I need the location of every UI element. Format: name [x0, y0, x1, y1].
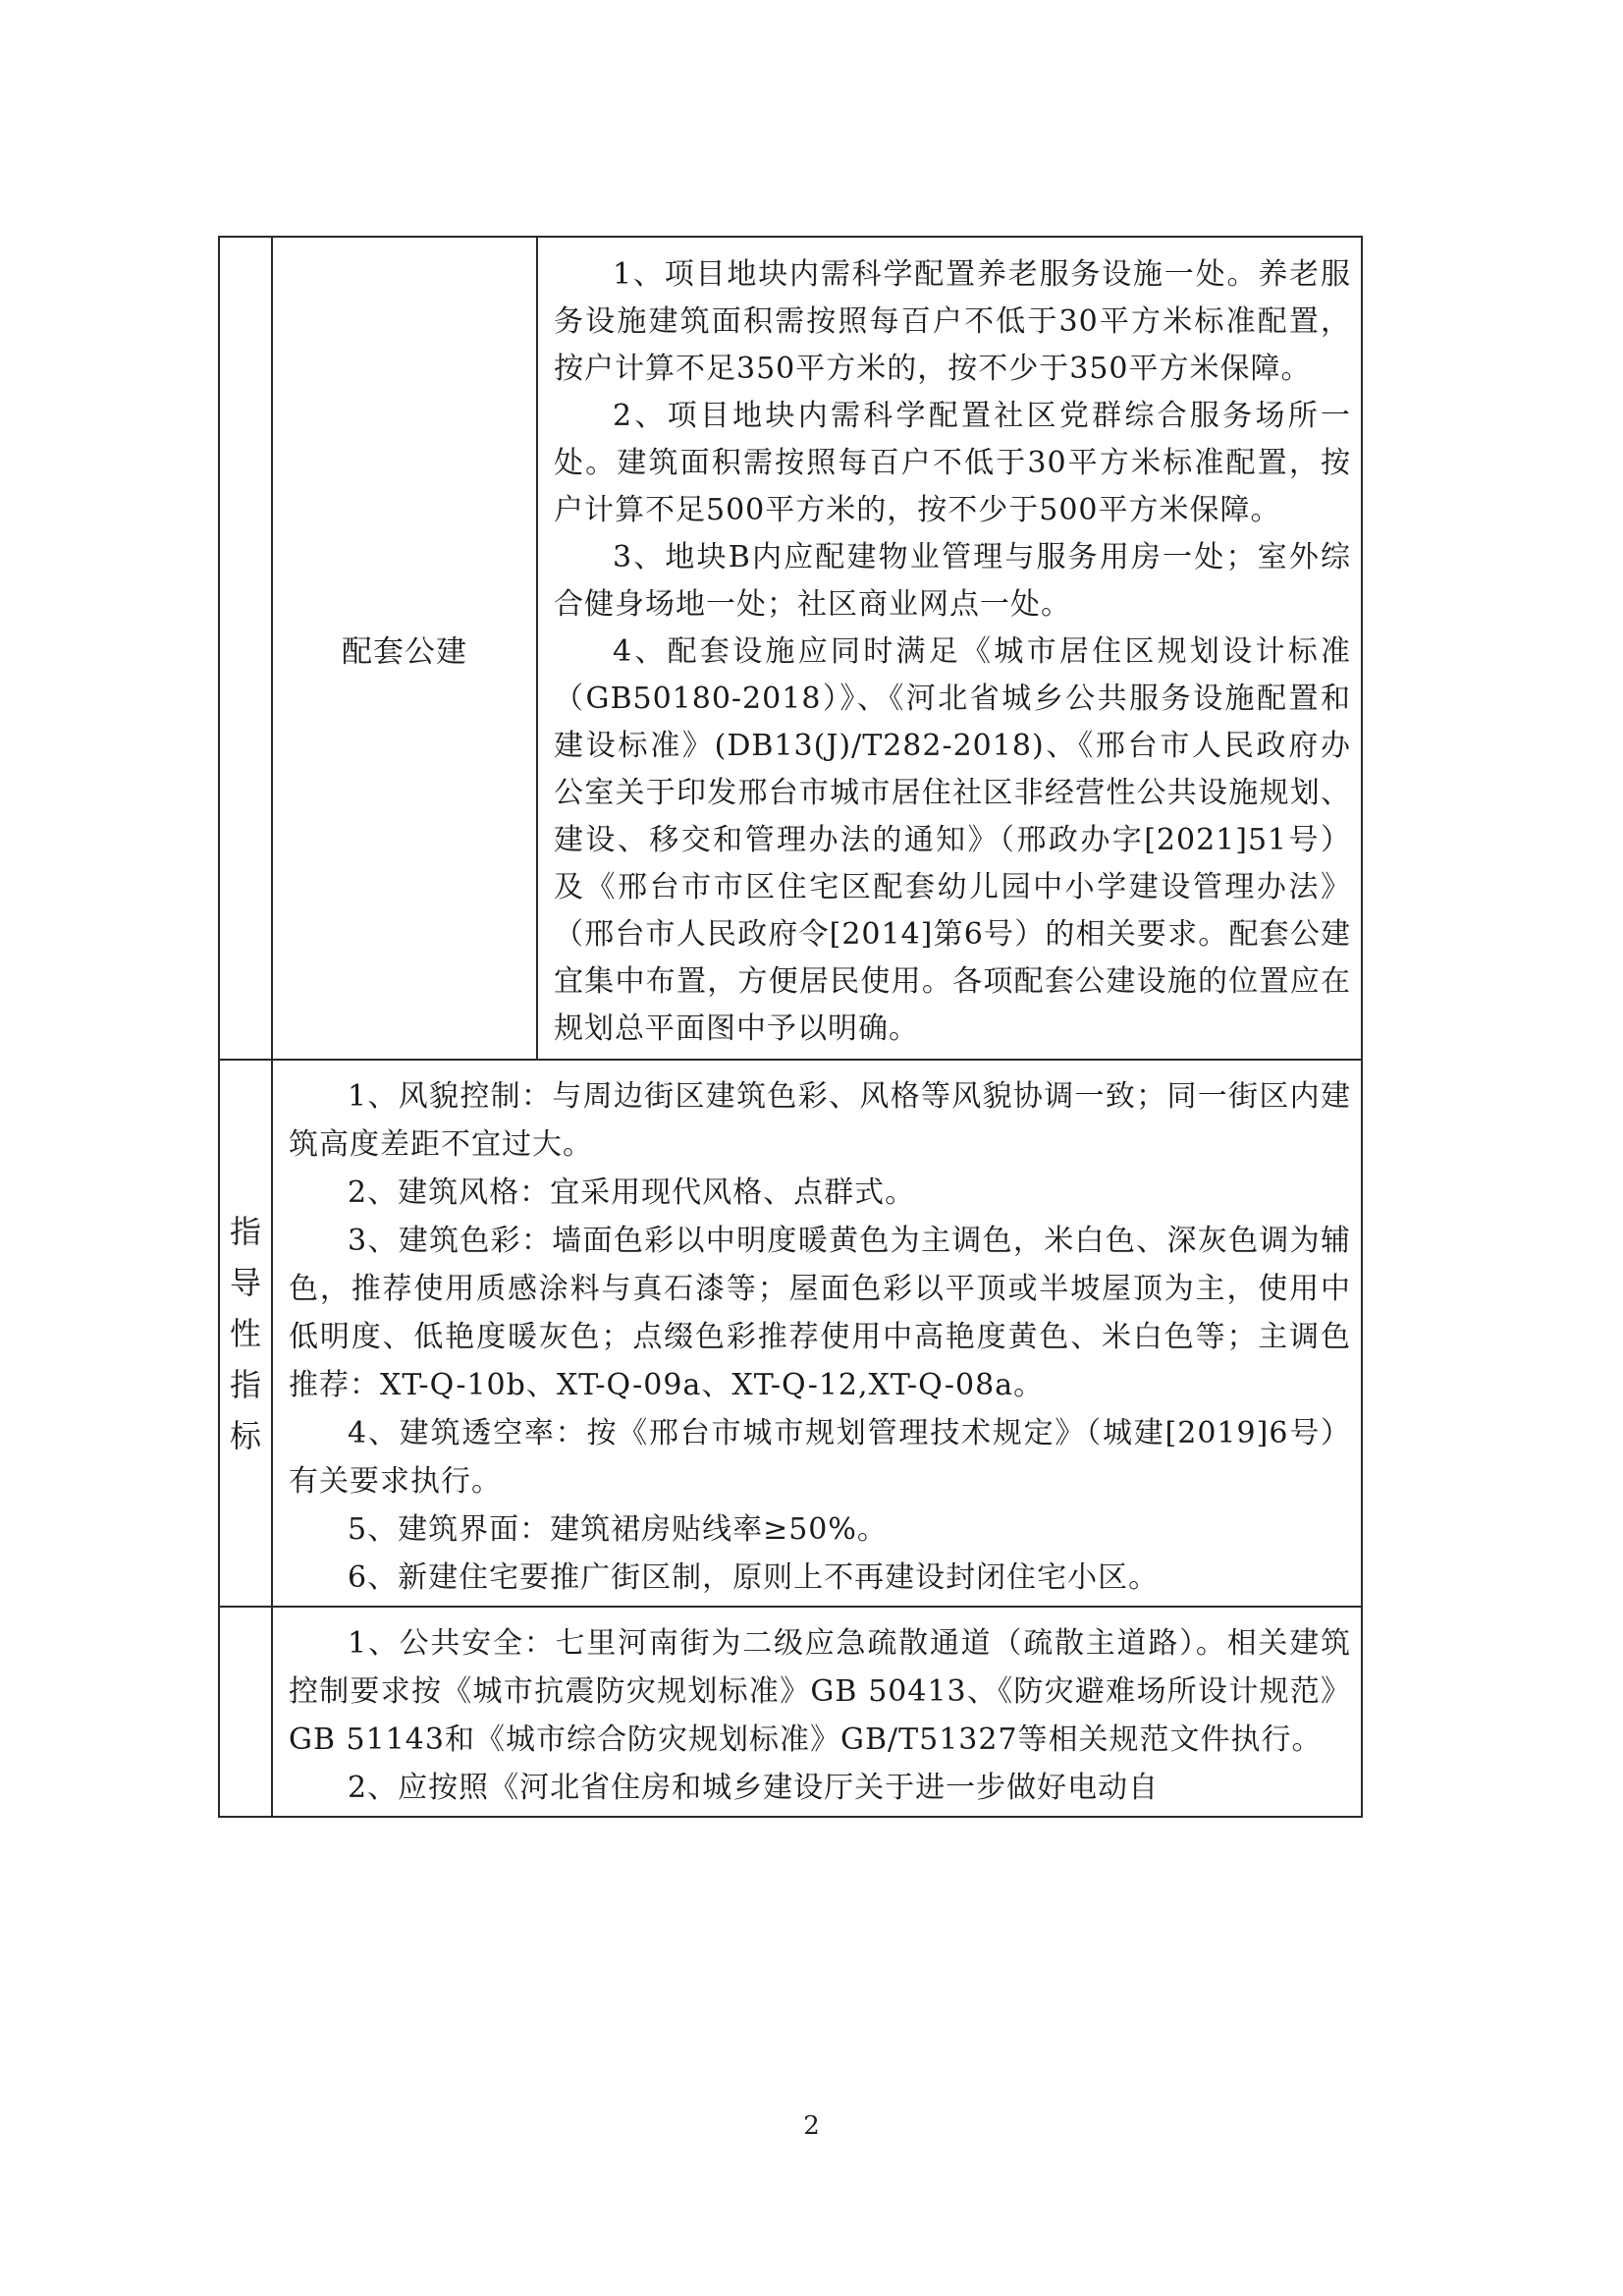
table-row-guidance-indicators: [219, 1060, 1362, 1607]
table-row-other-requirements: [219, 1607, 1362, 1817]
paragraph: 2、建筑风格：宜采用现代风格、点群式。: [348, 1175, 916, 1210]
table-row-supporting-facilities: [219, 237, 1362, 1060]
paragraph: 5、建筑界面：建筑裙房贴线率≥50%。: [348, 1512, 888, 1547]
label-char: 指: [229, 1212, 261, 1250]
label-char: 导: [229, 1263, 261, 1301]
row-label-guidance-indicators: [219, 1060, 272, 1607]
row-content-other-requirements: [272, 1607, 1362, 1817]
blank-category-cell: [219, 237, 272, 1060]
row-label-supporting-facilities: 配套公建: [272, 237, 537, 1060]
label-char: 性: [229, 1314, 261, 1352]
paragraph: 1、项目地块内需科学配置养老服务设施一处。养老服务设施建筑面积需按照每百户不低于30平方米标准配置，按户计算不足350平方米的，按不少于350平方米保障。: [554, 257, 1351, 386]
paragraph: 6、新建住宅要推广街区制，原则上不再建设封闭住宅小区。: [348, 1560, 1160, 1595]
paragraph: 3、地块B内应配建物业管理与服务用房一处；室外综合健身场地一处；社区商业网点一处。: [554, 540, 1351, 622]
blank-category-cell: [219, 1607, 272, 1817]
page-number: 2: [803, 2111, 820, 2141]
row-content-guidance-indicators: [272, 1060, 1362, 1607]
paragraph: 1、风貌控制：与周边街区建筑色彩、风格等风貌协调一致；同一街区内建筑高度差距不宜过大。: [289, 1079, 1351, 1162]
label-char: 指: [229, 1365, 261, 1403]
paragraph: 4、配套设施应同时满足《城市居住区规划设计标准（GB50180-2018）》、《河北省城乡公共服务设施配置和建设标准》(DB13(J)/T282-2018)、《邢台市人民政府办公室关于印发邢台市城市居住社区非经营性公共设施规划、建设、移交和管理办法的通知》（邢政办字[2021]51号）及《邢台市市区住宅区配套幼儿园中小学建设管理办法》（邢台市人民政府令[2014]第6号）的相关要求。配套公建宜集中布置，方便居民使用。各项配套公建设施的位置应在规划总平面图中予以明确。: [554, 634, 1351, 1046]
planning-conditions-table: [218, 236, 1363, 1818]
paragraph: 1、公共安全：七里河南街为二级应急疏散通道（疏散主道路）。相关建筑控制要求按《城市抗震防灾规划标准》GB 50413、《防灾避难场所设计规范》GB 51143和《城市综合防灾规划标准》GB/T51327等相关规范文件执行。: [289, 1626, 1351, 1757]
paragraph: 3、建筑色彩：墙面色彩以中明度暖黄色为主调色，米白色、深灰色调为辅色，推荐使用质感涂料与真石漆等；屋面色彩以平顶或半坡屋顶为主，使用中低明度、低艳度暖灰色；点缀色彩推荐使用中高艳度黄色、米白色等；主调色推荐：XT-Q-10b、XT-Q-09a、XT-Q-12,XT-Q-08a。: [289, 1224, 1351, 1402]
paragraph: 2、应按照《河北省住房和城乡建设厅关于进一步做好电动自: [348, 1771, 1160, 1805]
paragraph: 2、项目地块内需科学配置社区党群综合服务场所一处。建筑面积需按照每百户不低于30平方米标准配置，按户计算不足500平方米的，按不少于500平方米保障。: [554, 399, 1351, 527]
row-content-supporting-facilities: [537, 237, 1362, 1060]
paragraph: 4、建筑透空率：按《邢台市城市规划管理技术规定》（城建[2019]6号）有关要求执行。: [289, 1416, 1351, 1499]
label-char: 标: [229, 1416, 261, 1454]
